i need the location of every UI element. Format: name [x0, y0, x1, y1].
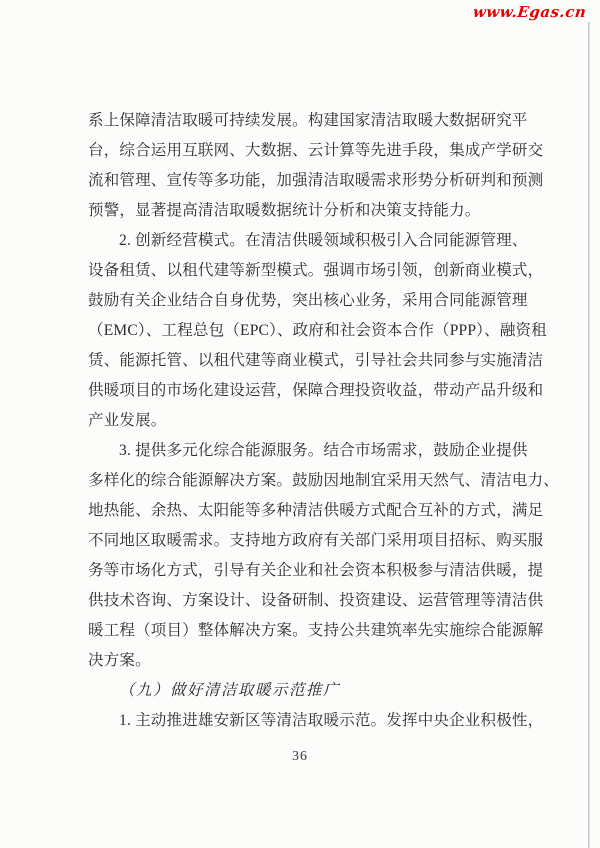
text-line: 1. 主动推进雄安新区等清洁取暖示范。发挥中央企业积极性，	[119, 712, 544, 729]
text-line: 多样化的综合能源解决方案。鼓励因地制宜采用天然气、清洁电力、	[88, 472, 560, 489]
text-line: 台，综合运用互联网、大数据、云计算等先进手段，集成产学研交	[88, 142, 544, 159]
text-line: 决方案。	[88, 652, 151, 669]
text-line: 鼓励有关企业结合自身优势，突出核心业务，采用合同能源管理	[88, 292, 528, 309]
section-heading: （九）做好清洁取暖示范推广	[119, 682, 341, 699]
text-line: 不同地区取暖需求。支持地方政府有关部门采用项目招标、购买服	[88, 532, 544, 549]
text-line: 赁、能源托管、以租代建等商业模式，引导社会共同参与实施清洁	[88, 352, 544, 369]
text-line: 系上保障清洁取暖可持续发展。构建国家清洁取暖大数据研究平	[88, 112, 528, 129]
text-line: 3. 提供多元化综合能源服务。结合市场需求，鼓励企业提供	[119, 442, 528, 459]
text-line: 产业发展。	[88, 412, 167, 429]
text-line: 供技术咨询、方案设计、设备研制、投资建设、运营管理等清洁供	[88, 592, 544, 609]
text-line: 供暖项目的市场化建设运营，保障合理投资收益，带动产品升级和	[88, 382, 544, 399]
text-line: 务等市场化方式，引导有关企业和社会资本积极参与清洁供暖，提	[88, 562, 544, 579]
text-line: 流和管理、宣传等多功能，加强清洁取暖需求形势分析研判和预测	[88, 172, 544, 189]
text-line: 预警，显著提高清洁取暖数据统计分析和决策支持能力。	[88, 202, 481, 219]
page-number: 36	[292, 749, 308, 764]
text-line: （EMC）、工程总包（EPC）、政府和社会资本合作（PPP）、融资租	[88, 322, 547, 339]
watermark-url-text: www.Egas.cn	[471, 3, 587, 21]
text-line: 地热能、余热、太阳能等多种清洁供暖方式配合互补的方式，满足	[88, 502, 544, 519]
body-text-block	[88, 106, 560, 736]
text-line: 暖工程（项目）整体解决方案。支持公共建筑率先实施综合能源解	[88, 622, 544, 639]
text-line: 设备租赁、以租代建等新型模式。强调市场引领，创新商业模式，	[88, 262, 544, 279]
scan-edge-line	[588, 22, 590, 848]
text-line: 2. 创新经营模式。在清洁供暖领域积极引入合同能源管理、	[119, 232, 528, 249]
